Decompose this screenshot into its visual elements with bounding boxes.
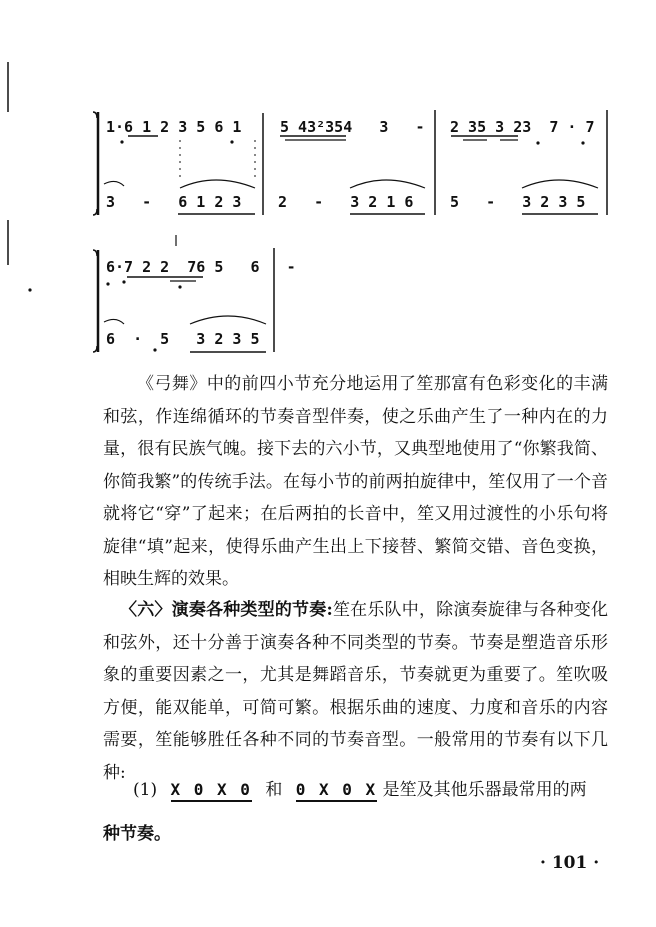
rhythm-joiner: 和 xyxy=(265,780,283,800)
paragraph-body: 笙在乐队中，除演奏旋律与各种变化和弦外，还十分善于演奏各种不同类型的节奏。节奏是塑造音乐形象的重要因素之一，尤其是舞蹈音乐，节奏就更为重要了。笙吹吸方便，能双能单，可简可繁。根据乐曲的速度、力度和音乐的内容需要，笙能够胜任各种不同的节奏音型。一般常用的节奏有以下几种: xyxy=(103,600,609,783)
music-score xyxy=(0,0,656,380)
score-system1-upper-bar2: 5 43²354 3 - xyxy=(280,118,425,136)
rhythm-example-line xyxy=(103,774,643,806)
section-heading: 〈六〉演奏各种类型的节奏: xyxy=(120,600,333,620)
list-number: (1) xyxy=(133,780,158,800)
score-system2-lower: 6 · 5 3 2 3 5 xyxy=(106,330,260,348)
rhythm-pattern-x0: X 0 X 0 xyxy=(171,780,252,802)
rhythm-description: 是笙及其他乐器最常用的两 xyxy=(382,780,587,800)
score-system1-lower-bar2: 2 - 3 2 1 6 xyxy=(278,193,414,211)
rhythm-pattern-0x: 0 X 0 X xyxy=(296,780,377,802)
paragraph-rhythm-types xyxy=(103,594,608,789)
score-system1-upper-bar3: 2 35 3 23 7 · 7 xyxy=(450,118,595,136)
rhythm-description-continued: 种节奏。 xyxy=(103,824,171,844)
score-system1-lower-bar1: 3 - 6 1 2 3 xyxy=(106,193,242,211)
score-system1-lower-bar3: 5 - 3 2 3 5 xyxy=(450,193,586,211)
score-system1-upper-bar1: 1·6 1 2 3 5 6 1 xyxy=(106,118,242,136)
page-number: · 101 · xyxy=(540,853,600,873)
paragraph-bow-dance: 《弓舞》中的前四小节充分地运用了笙那富有色彩变化的丰满和弦，作连绵循环的节奏音型伴奏，使之乐曲产生了一种内在的力量，很有民族气魄。接下去的六小节，又典型地使用了“你繁我简、你简我繁”的传统手法。在每小节的前两拍旋律中，笙仅用了一个音就将它“穿”了起来；在后两拍的长音中，笙又用过渡性的小乐句将旋律“填”起来，使得乐曲产生出上下接替、繁简交错、音色变换，相映生辉的效果。 xyxy=(103,374,608,589)
score-system2-upper: 6·7 2 2 76 5 6 - xyxy=(106,258,296,276)
